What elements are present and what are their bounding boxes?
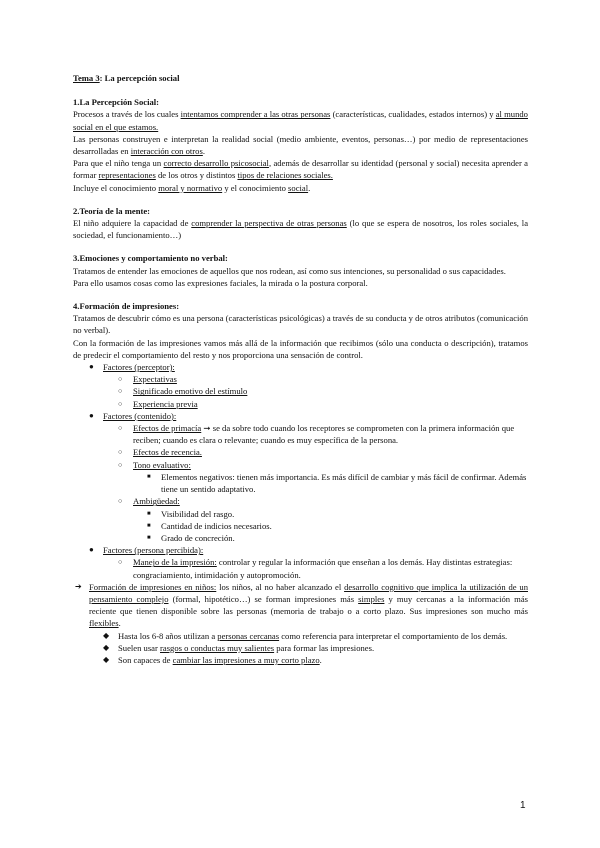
section-heading: 2.Teoría de la mente:: [73, 205, 151, 216]
text-run: Las personas construyen e interpretan la realidad social (medio ambiente, eventos, personas…) por medio de representaciones desarrolladas en: [73, 133, 528, 157]
underlined-text: Formación de impresiones en niños:: [89, 581, 217, 592]
title-label: Tema 3: [73, 73, 100, 83]
list-item: ○ Experiencia previa: [118, 398, 198, 409]
list-item: ● Factores (contenido):: [89, 410, 177, 421]
text-run: .: [202, 146, 205, 157]
underlined-text: simples: [358, 593, 385, 604]
list-item: [73, 581, 528, 630]
list-item: ○ Efectos de recencia.: [118, 447, 202, 458]
section-percepcion-social: [73, 96, 528, 194]
text-run: , además de desarrollar su identidad (personal y social) necesita aprender a formar: [73, 158, 528, 181]
underlined-text: moral y normativo: [158, 182, 223, 193]
page-title: [73, 72, 528, 84]
paragraph: [73, 337, 528, 361]
underlined-text: intentamos comprender a las otras personas: [180, 109, 331, 120]
diamond-bullet-icon: ◆: [103, 642, 110, 652]
paragraph: [89, 581, 528, 630]
text-run: de los otros y distintos: [155, 170, 238, 181]
text-run: los niños, al no haber alcanzado el: [216, 581, 345, 592]
text-run: El niño adquiere la capacidad de: [73, 218, 192, 229]
list-item: ○ Expectativas: [118, 374, 177, 385]
circle-bullet-icon: ○: [118, 497, 123, 506]
square-bullet-icon: ■: [147, 522, 151, 529]
section-heading: 3.Emociones y comportamiento no verbal:: [73, 253, 228, 264]
list-item: [73, 630, 528, 642]
section-teoria-mente: [73, 205, 528, 242]
paragraph: [73, 108, 528, 132]
paragraph: [118, 642, 528, 654]
arrow-bullet-icon: ➔: [75, 581, 82, 591]
circle-bullet-icon: ○: [118, 424, 123, 433]
document-content: [73, 72, 528, 677]
text-run: Incluye el conocimiento: [73, 182, 159, 193]
paragraph: [73, 133, 528, 157]
underlined-text: interacción con otros: [130, 146, 203, 157]
list-item: ○ Tono evaluativo:: [118, 459, 191, 470]
disc-bullet-icon: ●: [89, 410, 94, 420]
text-run: Hasta los 6-8 años utilizan a: [118, 630, 218, 641]
underlined-text: al mundo social en el que estamos.: [73, 109, 528, 132]
paragraph: [73, 157, 528, 181]
circle-bullet-icon: ○: [118, 399, 123, 408]
text-run: para formar las impresiones.: [274, 642, 375, 653]
circle-bullet-icon: ○: [118, 375, 123, 384]
square-bullet-icon: ■: [147, 473, 151, 480]
text-run: Tratamos de descubrir cómo es una persona (características psicológicas) a través de su conducta y de otros atributos (comunicación no verbal).: [73, 313, 528, 336]
list-item: ○ Significado emotivo del estímulo: [118, 386, 248, 397]
text-run: Suelen usar: [118, 642, 161, 653]
diamond-bullet-icon: ◆: [103, 654, 110, 664]
list-item: ○ Manejo de la impresión: controlar y regular la información que enseñan a los demás. Hay distintas estrategias: congraciamiento, intimidación y autopromoción.: [118, 557, 513, 580]
list-item: ○ Ambigüedad:: [118, 496, 180, 507]
text-run: (características, cualidades, estados internos) y: [330, 109, 496, 120]
underlined-text: cambiar las impresiones a muy corto plazo: [172, 654, 320, 665]
list-item: ■ Grado de concreción.: [147, 532, 235, 543]
list-item: ■ Visibilidad del rasgo.: [147, 508, 235, 519]
paragraph: [73, 182, 528, 194]
paragraph: [73, 277, 528, 289]
text-run: y el conocimiento: [222, 182, 289, 193]
diamond-bullet-icon: ◆: [103, 630, 110, 640]
section-heading: 1.La Percepción Social:: [73, 97, 160, 108]
underlined-text: rasgos o conductas muy salientes: [160, 642, 275, 653]
text-run: .: [308, 182, 311, 193]
factors-list: [73, 361, 528, 581]
circle-bullet-icon: ○: [118, 387, 123, 396]
paragraph: [118, 654, 528, 666]
circle-bullet-icon: ○: [118, 460, 123, 469]
section-formacion-impresiones: [73, 300, 528, 666]
list-item: ● Factores (perceptor):: [89, 362, 175, 373]
text-run: .: [319, 654, 322, 665]
disc-bullet-icon: ●: [89, 362, 94, 372]
underlined-text: personas cercanas: [217, 630, 280, 641]
text-run: Con la formación de las impresiones vamos más allá de la información que recibimos (sólo una conducta o descripción), tratamos de predecir el comportamiento del resto y nos proporciona una sensación de control.: [73, 337, 528, 360]
underlined-text: tipos de relaciones sociales.: [237, 170, 333, 181]
square-bullet-icon: ■: [147, 510, 151, 517]
title-rest: : La percepción social: [99, 73, 180, 83]
paragraph: [73, 312, 528, 336]
paragraph: [73, 217, 528, 241]
page-number: 1: [520, 800, 526, 811]
underlined-text: representaciones: [98, 170, 156, 181]
underlined-text: desarrollo cognitivo que implica la utilización de un pensamiento complejo: [89, 581, 528, 604]
underlined-text: flexibles: [89, 618, 119, 629]
disc-bullet-icon: ●: [89, 545, 94, 555]
underlined-text: comprender la perspectiva de otras personas: [191, 218, 347, 229]
list-item: ● Factores (persona percibida):: [89, 545, 204, 556]
underlined-text: social: [288, 182, 309, 193]
text-run: como referencia para interpretar el comportamiento de los demás.: [279, 630, 508, 641]
paragraph: [73, 265, 528, 277]
section-heading: 4.Formación de impresiones:: [73, 301, 180, 312]
text-run: (lo que se espera de nosotros, los roles sociales, la sociedad, el funcionamiento…): [73, 218, 529, 241]
text-run: Tratamos de entender las emociones de aquellos que nos rodean, así como sus intenciones, su personalidad o sus capacidades.: [73, 265, 506, 276]
text-run: Procesos a través de los cuales: [73, 109, 181, 120]
section-emociones: [73, 252, 528, 289]
square-bullet-icon: ■: [147, 534, 151, 541]
list-item: ■ Elementos negativos: tienen más importancia. Es más difícil de cambiar y más fácil de confirmar. Además tiene un sentido adaptativo.: [147, 471, 527, 495]
circle-bullet-icon: ○: [118, 448, 123, 457]
text-run: Son capaces de: [118, 654, 173, 665]
text-run: Para ello usamos cosas como las expresiones faciales, la mirada o la postura corporal.: [73, 277, 368, 288]
list-item: ○ Efectos de primacía ➞ se da sobre todo cuando los receptores se comprometen con la primera información que reciben; cuando es clara o relevante; cuando es muy específica de la persona.: [118, 423, 515, 446]
text-run: y muy cercanas a la información más reciente que tienen disponible sobre las personas (memoria de trabajo o a corto plazo. Sus impresiones son mucho más: [89, 593, 528, 617]
list-item: [73, 642, 528, 654]
list-item: ■ Cantidad de indicios necesarios.: [147, 520, 272, 531]
underlined-text: correcto desarrollo psicosocial: [163, 158, 269, 169]
paragraph: [118, 630, 528, 642]
text-run: Para que el niño tenga un: [73, 158, 164, 169]
list-item: [73, 654, 528, 666]
text-run: (formal, hipotético…) se forman impresiones más: [168, 593, 359, 604]
text-run: .: [118, 618, 121, 629]
circle-bullet-icon: ○: [118, 558, 123, 567]
